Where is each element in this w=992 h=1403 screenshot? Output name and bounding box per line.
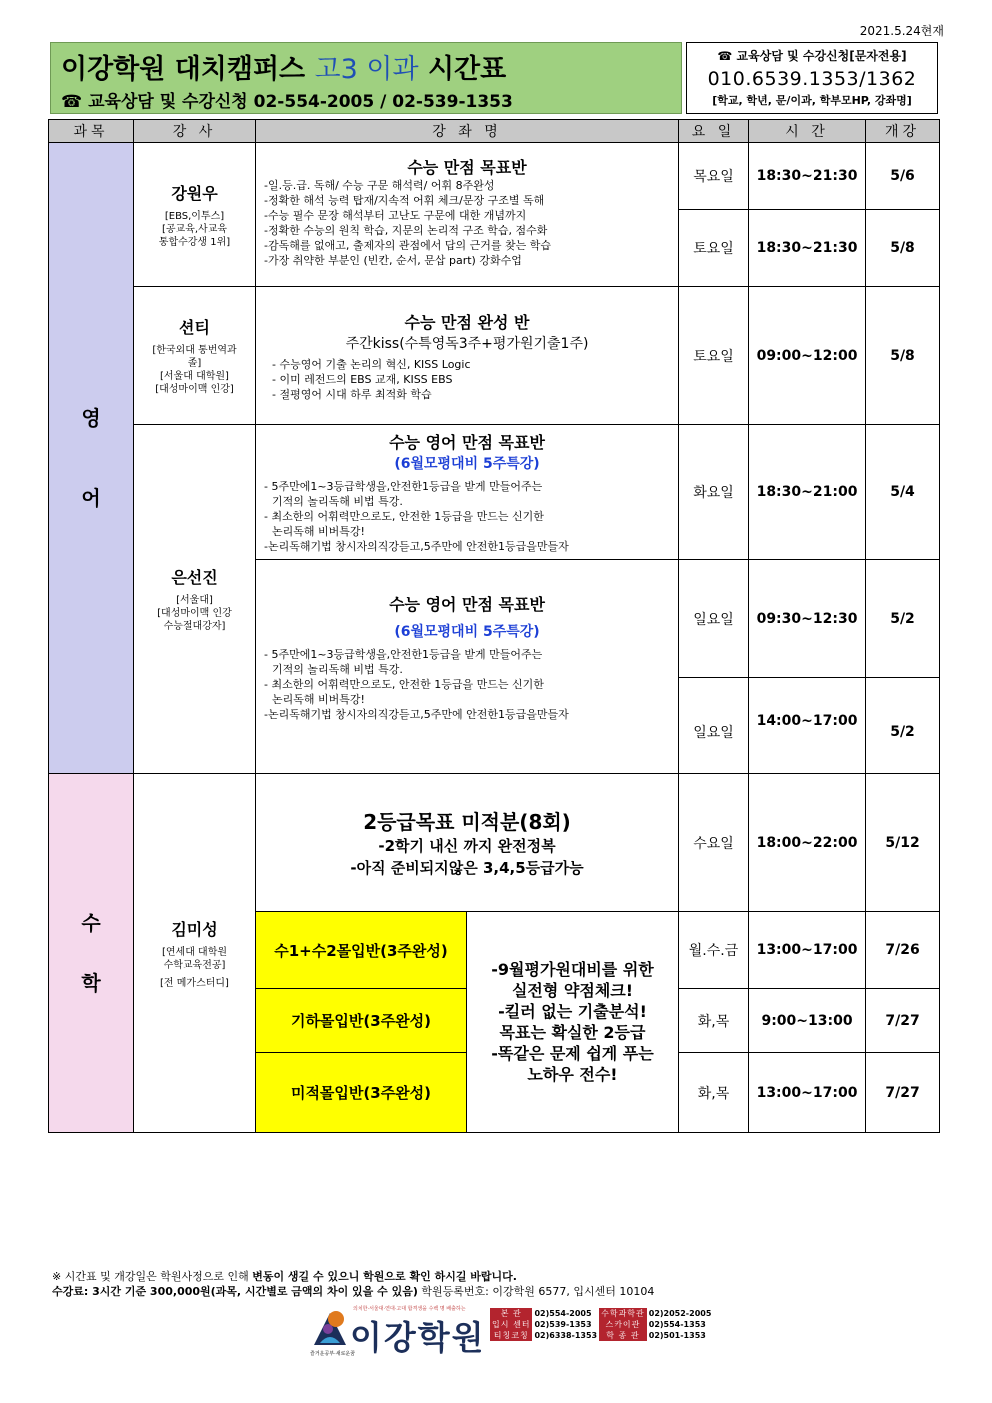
open-cell: 7/27	[866, 1053, 940, 1133]
open-cell: 5/2	[866, 678, 940, 774]
day-cell: 목요일	[679, 143, 749, 210]
day-cell: 월.수.금	[679, 912, 749, 989]
day-cell: 화요일	[679, 425, 749, 560]
col-day: 요 일	[679, 120, 749, 143]
time-cell: 9:00~13:00	[749, 989, 866, 1053]
course-bullet: - 최소한의 어휘력만으로도, 안전한 1등급을 만드는 신기한	[264, 678, 544, 691]
table-row	[49, 287, 940, 425]
teacher-desc: [한국외대 통번역과 졸] [서울대 대학원] [대성마이맥 인강]	[152, 345, 237, 395]
course-bullet: -일.등.급. 독해/ 수능 구문 해석력/ 어휘 8주완성	[264, 179, 495, 192]
teacher-cell	[134, 425, 256, 774]
open-cell: 7/26	[866, 912, 940, 989]
course-title: 수능 영어 만점 목표반	[389, 433, 545, 452]
teacher-desc: [연세대 대학원 수학교육전공] [전 메가스터디]	[160, 946, 229, 989]
course-cell	[256, 287, 679, 425]
header-row	[49, 120, 940, 143]
table-row	[49, 425, 940, 560]
sms-contact-box	[686, 42, 938, 114]
col-course: 강 좌 명	[256, 120, 679, 143]
course-bullet: 기적의 놀리독해 비법 특강.	[272, 495, 403, 508]
course-title: 2등급목표 미적분(8회)	[363, 810, 571, 834]
day-cell: 화,목	[679, 1053, 749, 1133]
list-item: 티칭코칭 02)6338-1353 학 종 관 02)501-1353	[490, 1330, 713, 1341]
open-cell: 5/8	[866, 287, 940, 425]
title-banner	[50, 42, 682, 114]
day-cell: 수요일	[679, 774, 749, 912]
teacher-name: 강원우	[171, 183, 218, 203]
course-bullet: -감독해를 없애고, 출제자의 관점에서 답의 근거를 찾는 학습	[264, 239, 551, 252]
timetable	[48, 119, 940, 1133]
open-cell: 7/27	[866, 989, 940, 1053]
course-bullet: - 5주만에1~3등급학생을,안전한1등급을 받게 만들어주는	[264, 480, 543, 493]
phone-line: ☎ 교육상담 및 수강신청 02-554-2005 / 02-539-1353	[61, 92, 513, 112]
day-cell: 토요일	[679, 210, 749, 287]
list-item: 입시 센터 02)539-1353 스카이관 02)554-1353	[492, 1320, 706, 1329]
open-cell: 5/8	[866, 210, 940, 287]
table-row	[49, 143, 940, 210]
open-cell: 5/12	[866, 774, 940, 912]
bootcamp-name: 미적몰입반(3주완성)	[256, 1053, 467, 1133]
course-bullet: -정확한 해석 능력 탑재/지속적 어휘 체크/문장 구조별 독해	[264, 194, 545, 207]
course-bullet: -논리독해기법 창시자의직강듣고,5주만에 안전한1등급을만들자	[264, 708, 569, 721]
course-cell	[256, 774, 679, 912]
fee-notice: 수강료: 3시간 기준 300,000원(과목, 시간별로 금액의 차이 있을 수 있음) 학원등록번호: 이강학원 6577, 입시센터 10104	[52, 1285, 655, 1298]
sms-label: ☎ 교육상담 및 수강신청[문자전용]	[717, 49, 907, 63]
col-teacher: 강 사	[134, 120, 256, 143]
course-cell	[256, 560, 679, 774]
course-subtitle: (6월모평대비 5주특강)	[394, 456, 540, 472]
course-bullet: 논리독해 비버특강!	[272, 525, 365, 538]
col-subject: 과목	[49, 120, 134, 143]
subject-english: 영 어	[49, 143, 134, 774]
teacher-cell	[134, 774, 256, 1133]
open-cell: 5/4	[866, 425, 940, 560]
time-cell: 13:00~17:00	[749, 1053, 866, 1133]
course-bullet: - 이미 레전드의 EBS 교재, KISS EBS	[272, 372, 453, 386]
course-bullet: - 수능영어 기출 논리의 혁신, KISS Logic	[272, 357, 471, 371]
sms-instructions: [학교, 학년, 문/이과, 학부모HP, 강좌명]	[712, 94, 912, 107]
course-title: 수능 영어 만점 목표반	[389, 595, 545, 614]
course-line: -아직 준비되지않은 3,4,5등급가능	[350, 859, 584, 877]
course-bullet: - 5주만에1~3등급학생을,안전한1등급을 받게 만들어주는	[264, 648, 543, 661]
course-subtitle: 주간kiss(수특영독3주+평가원기출1주)	[345, 335, 589, 352]
course-bullet: 논리독해 비버특강!	[272, 693, 365, 706]
teacher-name: 션티	[179, 318, 210, 337]
time-cell: 18:00~22:00	[749, 774, 866, 912]
teacher-desc: [서울대] [대성마이맥 인강 수능절대강자]	[157, 595, 232, 632]
course-title: 수능 만점 목표반	[407, 158, 527, 177]
day-cell: 화,목	[679, 989, 749, 1053]
table-row	[49, 774, 940, 912]
branch-phone-table	[490, 1308, 713, 1341]
time-cell: 18:30~21:00	[749, 425, 866, 560]
course-bullet: -정확한 수능의 원칙 학습, 지문의 논리적 구조 학습, 점수화	[264, 224, 548, 237]
logo-tagline: 의치한·서울대·연대·고대 합격생을 수백 명 배출하는	[353, 1306, 466, 1312]
time-cell: 09:30~12:30	[749, 560, 866, 678]
col-time: 시 간	[749, 120, 866, 143]
course-line: -2학기 내신 까지 완전정복	[378, 837, 556, 855]
open-cell: 5/6	[866, 143, 940, 210]
sms-number: 010.6539.1353/1362	[707, 68, 917, 90]
time-cell: 09:00~12:00	[749, 287, 866, 425]
page-title: 이강학원 대치캠퍼스 고3 이과 시간표	[61, 54, 507, 85]
teacher-cell	[134, 143, 256, 287]
course-bullet: 기적의 놀리독해 비법 특강.	[272, 663, 403, 676]
course-bullet: -수능 필수 문장 해석부터 고난도 구문에 대한 개념까지	[264, 209, 527, 222]
course-bullet: -논리독해기법 창시자의직강듣고,5주만에 안전한1등급을만들자	[264, 540, 569, 553]
time-cell: 13:00~17:00	[749, 912, 866, 989]
academy-logo-icon	[310, 1305, 350, 1350]
teacher-cell	[134, 287, 256, 425]
course-title: 수능 만점 완성 반	[404, 312, 530, 332]
teacher-name: 은선진	[171, 568, 218, 587]
time-cell: 18:30~21:30	[749, 210, 866, 287]
list-item: 본 관 02)554-2005 수학과학관 02)2052-2005	[490, 1308, 713, 1319]
course-bullet: - 절평영어 시대 하루 최적화 학습	[272, 387, 432, 401]
course-cell	[256, 425, 679, 560]
time-cell: 14:00~17:00	[749, 678, 866, 774]
teacher-desc: [EBS,이투스] [공교육,사교육 통합수강생 1위]	[158, 210, 231, 248]
time-cell: 18:30~21:30	[749, 143, 866, 210]
open-cell: 5/2	[866, 560, 940, 678]
day-cell: 토요일	[679, 287, 749, 425]
bootcamp-name: 수1+수2몰입반(3주완성)	[256, 912, 467, 989]
course-cell	[256, 143, 679, 287]
academy-logo-text: 이강학원	[350, 1318, 486, 1357]
bootcamp-name: 기하몰입반(3주완성)	[256, 989, 467, 1053]
bootcamp-promo: -9월평가원대비를 위한 실전형 약점체크! -킬러 없는 기출분석! 목표는 확실한 2등급 -똑같은 문제 쉽게 푸는 노하우 전수!	[467, 912, 679, 1133]
course-subtitle: (6월모평대비 5주특강)	[394, 624, 540, 640]
course-bullet: -가장 취약한 부분인 (빈칸, 순서, 문삽 part) 강화수업	[264, 254, 522, 267]
day-cell: 일요일	[679, 678, 749, 774]
teacher-name: 김미성	[171, 919, 218, 939]
course-bullet: - 최소한의 어휘력만으로도, 안전한 1등급을 만드는 신기한	[264, 510, 544, 523]
as-of-date: 2021.5.24현재	[859, 24, 944, 38]
logo-caption: 즐거운공부·새로운꿈	[310, 1351, 356, 1357]
schedule-notice: ※ 시간표 및 개강일은 학원사정으로 인해 변동이 생길 수 있으니 학원으로 확인 하시길 바랍니다.	[52, 1270, 517, 1283]
day-cell: 일요일	[679, 560, 749, 678]
col-open: 개강	[866, 120, 940, 143]
subject-math: 수 학	[49, 774, 134, 1133]
